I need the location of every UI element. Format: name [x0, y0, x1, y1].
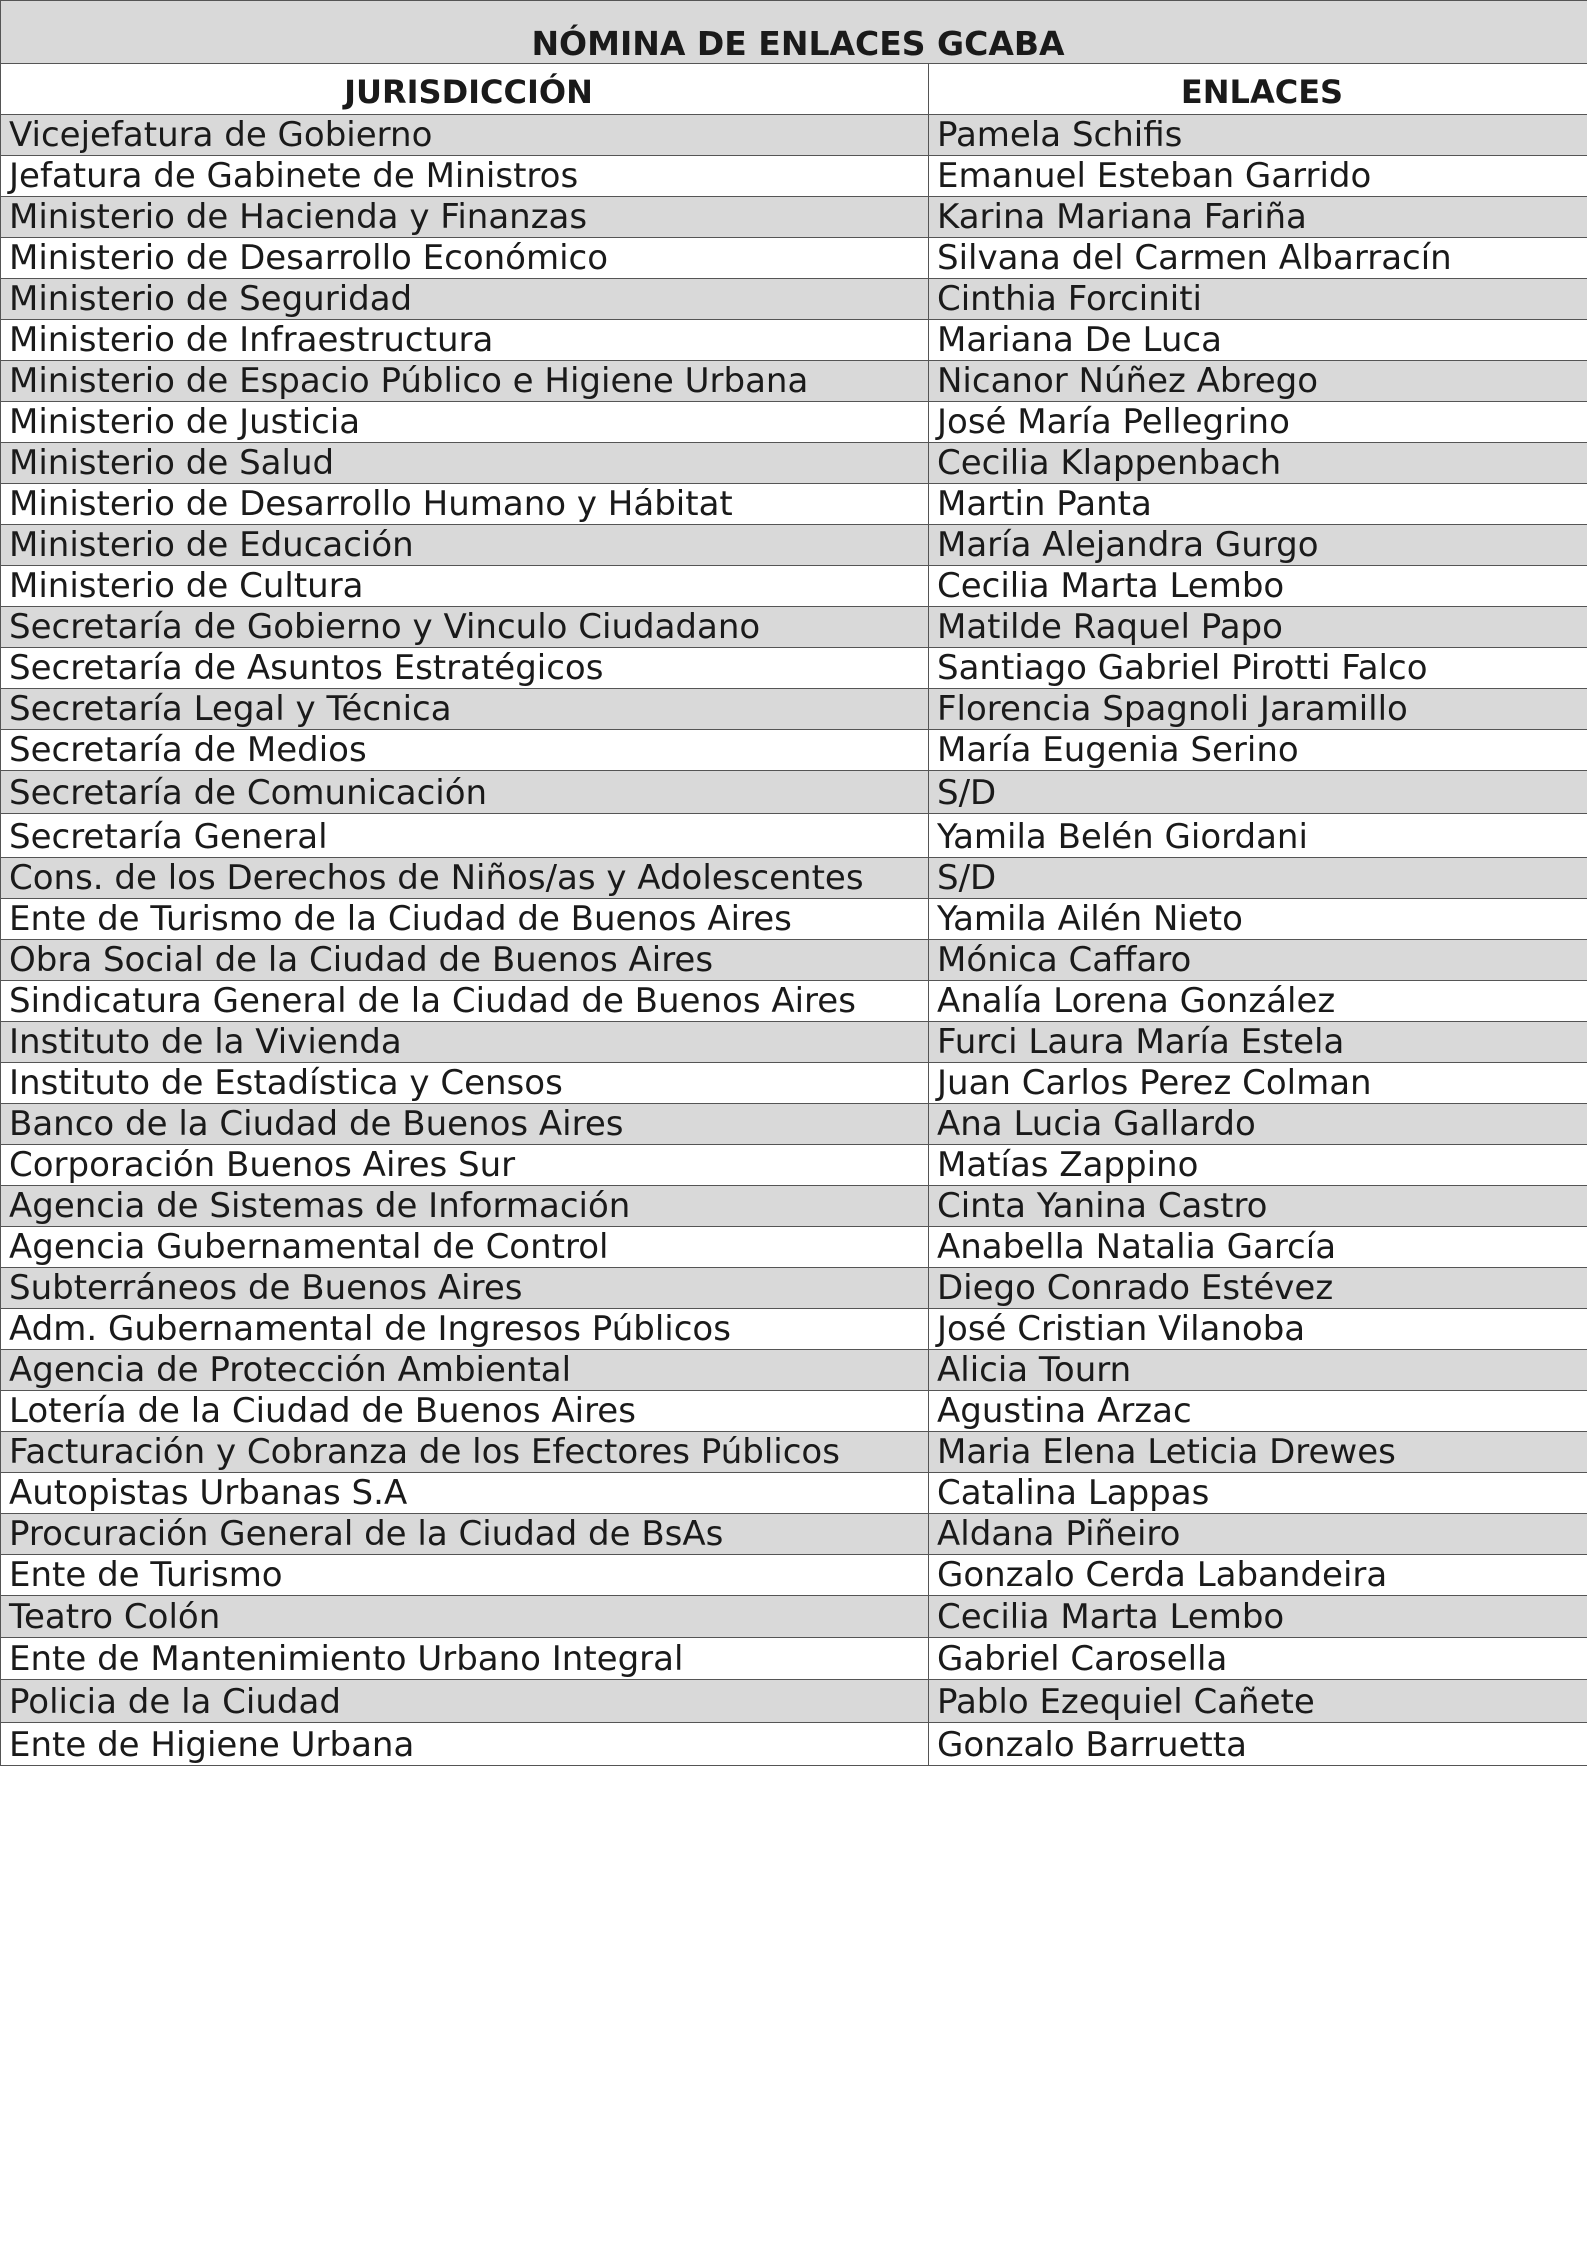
table-row [1, 197, 1587, 238]
table-row [1, 648, 1587, 689]
header-row [1, 64, 1587, 115]
cell-jurisdiccion: Cons. de los Derechos de Niños/as y Adolescentes [1, 858, 929, 899]
table-row [1, 279, 1587, 320]
cell-enlace: Pablo Ezequiel Cañete [929, 1680, 1587, 1723]
cell-jurisdiccion: Corporación Buenos Aires Sur [1, 1145, 929, 1186]
cell-enlace: Pamela Schifis [929, 115, 1587, 156]
table-row [1, 1391, 1587, 1432]
cell-jurisdiccion: Subterráneos de Buenos Aires [1, 1268, 929, 1309]
table-row [1, 1680, 1587, 1723]
cell-jurisdiccion: Secretaría Legal y Técnica [1, 689, 929, 730]
table-row [1, 1723, 1587, 1766]
cell-enlace: Nicanor Núñez Abrego [929, 361, 1587, 402]
cell-jurisdiccion: Teatro Colón [1, 1596, 929, 1638]
cell-enlace: Gabriel Carosella [929, 1638, 1587, 1680]
cell-jurisdiccion: Ministerio de Salud [1, 443, 929, 484]
table-row [1, 402, 1587, 443]
cell-enlace: Matías Zappino [929, 1145, 1587, 1186]
column-header-jurisdiccion: JURISDICCIÓN [1, 64, 929, 115]
table-row [1, 814, 1587, 858]
cell-jurisdiccion: Facturación y Cobranza de los Efectores Públicos [1, 1432, 929, 1473]
cell-enlace: Karina Mariana Fariña [929, 197, 1587, 238]
cell-enlace: Yamila Belén Giordani [929, 814, 1587, 858]
cell-enlace: S/D [929, 771, 1587, 814]
cell-enlace: Gonzalo Barruetta [929, 1723, 1587, 1766]
cell-jurisdiccion: Secretaría de Gobierno y Vinculo Ciudadano [1, 607, 929, 648]
cell-enlace: José Cristian Vilanoba [929, 1309, 1587, 1350]
cell-jurisdiccion: Vicejefatura de Gobierno [1, 115, 929, 156]
cell-jurisdiccion: Obra Social de la Ciudad de Buenos Aires [1, 940, 929, 981]
cell-jurisdiccion: Ministerio de Espacio Público e Higiene Urbana [1, 361, 929, 402]
table-row [1, 1514, 1587, 1555]
cell-enlace: Anabella Natalia García [929, 1227, 1587, 1268]
cell-jurisdiccion: Agencia Gubernamental de Control [1, 1227, 929, 1268]
table-row [1, 899, 1587, 940]
cell-jurisdiccion: Ministerio de Hacienda y Finanzas [1, 197, 929, 238]
table-row [1, 320, 1587, 361]
cell-jurisdiccion: Instituto de la Vivienda [1, 1022, 929, 1063]
cell-jurisdiccion: Ente de Turismo [1, 1555, 929, 1596]
table-row [1, 607, 1587, 648]
column-header-enlaces: ENLACES [929, 64, 1587, 115]
cell-enlace: Alicia Tourn [929, 1350, 1587, 1391]
cell-jurisdiccion: Ministerio de Cultura [1, 566, 929, 607]
cell-enlace: Martin Panta [929, 484, 1587, 525]
cell-jurisdiccion: Autopistas Urbanas S.A [1, 1473, 929, 1514]
table-row [1, 238, 1587, 279]
cell-enlace: Matilde Raquel Papo [929, 607, 1587, 648]
cell-jurisdiccion: Ente de Higiene Urbana [1, 1723, 929, 1766]
table-row [1, 156, 1587, 197]
title-row [1, 1, 1587, 64]
cell-jurisdiccion: Policia de la Ciudad [1, 1680, 929, 1723]
cell-enlace: Diego Conrado Estévez [929, 1268, 1587, 1309]
cell-jurisdiccion: Secretaría de Medios [1, 730, 929, 771]
table-row [1, 1350, 1587, 1391]
table-row [1, 1145, 1587, 1186]
cell-jurisdiccion: Ministerio de Infraestructura [1, 320, 929, 361]
cell-jurisdiccion: Ministerio de Seguridad [1, 279, 929, 320]
cell-jurisdiccion: Lotería de la Ciudad de Buenos Aires [1, 1391, 929, 1432]
table-row [1, 1473, 1587, 1514]
table-row [1, 1432, 1587, 1473]
cell-jurisdiccion: Jefatura de Gabinete de Ministros [1, 156, 929, 197]
table-row [1, 566, 1587, 607]
cell-jurisdiccion: Sindicatura General de la Ciudad de Buenos Aires [1, 981, 929, 1022]
table-row [1, 1268, 1587, 1309]
cell-enlace: Analía Lorena González [929, 981, 1587, 1022]
cell-jurisdiccion: Ministerio de Justicia [1, 402, 929, 443]
cell-jurisdiccion: Procuración General de la Ciudad de BsAs [1, 1514, 929, 1555]
table-row [1, 858, 1587, 899]
cell-enlace: S/D [929, 858, 1587, 899]
cell-jurisdiccion: Secretaría de Comunicación [1, 771, 929, 814]
table-row [1, 1104, 1587, 1145]
cell-jurisdiccion: Ministerio de Educación [1, 525, 929, 566]
cell-jurisdiccion: Agencia de Sistemas de Información [1, 1186, 929, 1227]
cell-enlace: Furci Laura María Estela [929, 1022, 1587, 1063]
cell-enlace: Cecilia Marta Lembo [929, 1596, 1587, 1638]
cell-jurisdiccion: Adm. Gubernamental de Ingresos Públicos [1, 1309, 929, 1350]
cell-jurisdiccion: Banco de la Ciudad de Buenos Aires [1, 1104, 929, 1145]
cell-enlace: Silvana del Carmen Albarracín [929, 238, 1587, 279]
cell-enlace: Florencia Spagnoli Jaramillo [929, 689, 1587, 730]
cell-enlace: Mónica Caffaro [929, 940, 1587, 981]
table-row [1, 771, 1587, 814]
cell-enlace: Aldana Piñeiro [929, 1514, 1587, 1555]
cell-enlace: Emanuel Esteban Garrido [929, 156, 1587, 197]
table-row [1, 1227, 1587, 1268]
table-row [1, 1638, 1587, 1680]
cell-enlace: Mariana De Luca [929, 320, 1587, 361]
table-row [1, 525, 1587, 566]
cell-enlace: Cinta Yanina Castro [929, 1186, 1587, 1227]
cell-enlace: Cinthia Forciniti [929, 279, 1587, 320]
cell-jurisdiccion: Secretaría de Asuntos Estratégicos [1, 648, 929, 689]
cell-enlace: María Eugenia Serino [929, 730, 1587, 771]
cell-enlace: José María Pellegrino [929, 402, 1587, 443]
cell-enlace: María Alejandra Gurgo [929, 525, 1587, 566]
cell-enlace: Juan Carlos Perez Colman [929, 1063, 1587, 1104]
cell-enlace: Gonzalo Cerda Labandeira [929, 1555, 1587, 1596]
cell-jurisdiccion: Ministerio de Desarrollo Humano y Hábitat [1, 484, 929, 525]
table-body [1, 115, 1587, 1766]
table-row [1, 940, 1587, 981]
table-row [1, 1555, 1587, 1596]
cell-jurisdiccion: Ente de Turismo de la Ciudad de Buenos Aires [1, 899, 929, 940]
cell-jurisdiccion: Ministerio de Desarrollo Económico [1, 238, 929, 279]
table-row [1, 484, 1587, 525]
table-row [1, 981, 1587, 1022]
table-row [1, 1309, 1587, 1350]
cell-enlace: Cecilia Marta Lembo [929, 566, 1587, 607]
cell-enlace: Yamila Ailén Nieto [929, 899, 1587, 940]
table-row [1, 361, 1587, 402]
table-row [1, 1186, 1587, 1227]
table-row [1, 1022, 1587, 1063]
cell-jurisdiccion: Secretaría General [1, 814, 929, 858]
cell-jurisdiccion: Agencia de Protección Ambiental [1, 1350, 929, 1391]
cell-jurisdiccion: Instituto de Estadística y Censos [1, 1063, 929, 1104]
table-title: NÓMINA DE ENLACES GCABA [1, 1, 1587, 64]
table-row [1, 443, 1587, 484]
cell-enlace: Agustina Arzac [929, 1391, 1587, 1432]
cell-enlace: Santiago Gabriel Pirotti Falco [929, 648, 1587, 689]
cell-jurisdiccion: Ente de Mantenimiento Urbano Integral [1, 1638, 929, 1680]
table-row [1, 1596, 1587, 1638]
table-row [1, 115, 1587, 156]
table-row [1, 1063, 1587, 1104]
cell-enlace: Cecilia Klappenbach [929, 443, 1587, 484]
cell-enlace: Maria Elena Leticia Drewes [929, 1432, 1587, 1473]
table-row [1, 730, 1587, 771]
cell-enlace: Catalina Lappas [929, 1473, 1587, 1514]
table-row [1, 689, 1587, 730]
cell-enlace: Ana Lucia Gallardo [929, 1104, 1587, 1145]
